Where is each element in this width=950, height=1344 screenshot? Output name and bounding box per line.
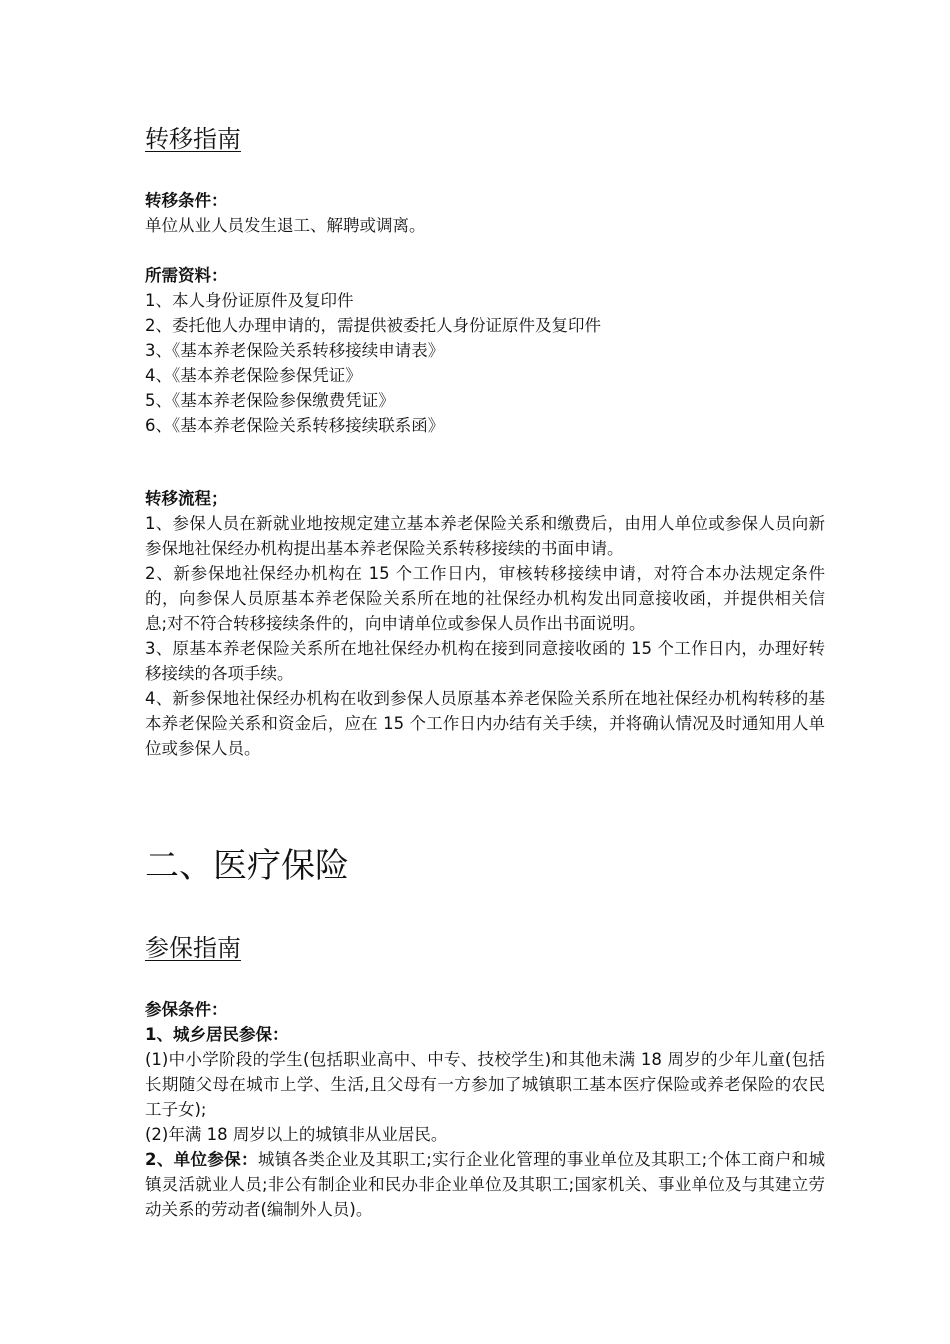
material-item: 2、委托他人办理申请的，需提供被委托人身份证原件及复印件 <box>145 316 601 335</box>
material-item: 5、《基本养老保险参保缴费凭证》 <box>145 391 395 410</box>
process-step: 1、参保人员在新就业地按规定建立基本养老保险关系和缴费后，由用人单位或参保人员向新参保地社保经办机构提出基本养老保险关系转移接续的书面申请。 <box>145 514 825 558</box>
medical-conditions-label: 参保条件： <box>145 1000 228 1019</box>
unit-enrollment <box>145 1147 825 1222</box>
transfer-process-label: 转移流程； <box>145 489 228 508</box>
medical-section-title: 二、医疗保险 <box>145 846 349 886</box>
transfer-process <box>145 486 825 761</box>
material-item: 4、《基本养老保险参保凭证》 <box>145 366 362 385</box>
medical-guide-title: 参保指南 <box>145 934 241 962</box>
resident-item: (2)年满 18 周岁以上的城镇非从业居民。 <box>145 1125 448 1144</box>
transfer-conditions-label: 转移条件： <box>145 191 228 210</box>
required-materials-label: 所需资料： <box>145 266 228 285</box>
resident-item: (1)中小学阶段的学生(包括职业高中、中专、技校学生)和其他未满 18 周岁的少年儿童(包括长期随父母在城市上学、生活,且父母有一方参加了城镇职工基本医疗保险或养老保险的农民工子女); <box>145 1050 825 1119</box>
material-item: 3、《基本养老保险关系转移接续申请表》 <box>145 341 445 360</box>
process-step: 4、新参保地社保经办机构在收到参保人员原基本养老保险关系所在地社保经办机构转移的基本养老保险关系和资金后，应在 15 个工作日内办结有关手续，并将确认情况及时通知用人单位或参保人员。 <box>145 689 825 758</box>
resident-enrollment-label: 1、城乡居民参保： <box>145 1025 289 1044</box>
unit-enrollment-label: 2、单位参保： <box>145 1150 258 1169</box>
material-item: 6、《基本养老保险关系转移接续联系函》 <box>145 416 445 435</box>
unit-enrollment-text: 城镇各类企业及其职工;实行企业化管理的事业单位及其职工;个体工商户和城镇灵活就业人员;非公有制企业和民办非企业单位及其职工;国家机关、事业单位及与其建立劳动关系的劳动者(编制外人员)。 <box>145 1150 825 1219</box>
transfer-conditions-text: 单位从业人员发生退工、解聘或调离。 <box>145 216 426 235</box>
process-step: 3、原基本养老保险关系所在地社保经办机构在接到同意接收函的 15 个工作日内，办理好转移接续的各项手续。 <box>145 639 825 683</box>
medical-conditions <box>145 997 825 1222</box>
transfer-conditions <box>145 188 825 238</box>
material-item: 1、本人身份证原件及复印件 <box>145 291 354 310</box>
required-materials <box>145 263 825 438</box>
transfer-guide-title: 转移指南 <box>145 125 241 153</box>
process-step: 2、新参保地社保经办机构在 15 个工作日内，审核转移接续申请，对符合本办法规定条件的，向参保人员原基本养老保险关系所在地的社保经办机构发出同意接收函，并提供相关信息;对不符合转移接续条件的，向申请单位或参保人员作出书面说明。 <box>145 564 825 633</box>
